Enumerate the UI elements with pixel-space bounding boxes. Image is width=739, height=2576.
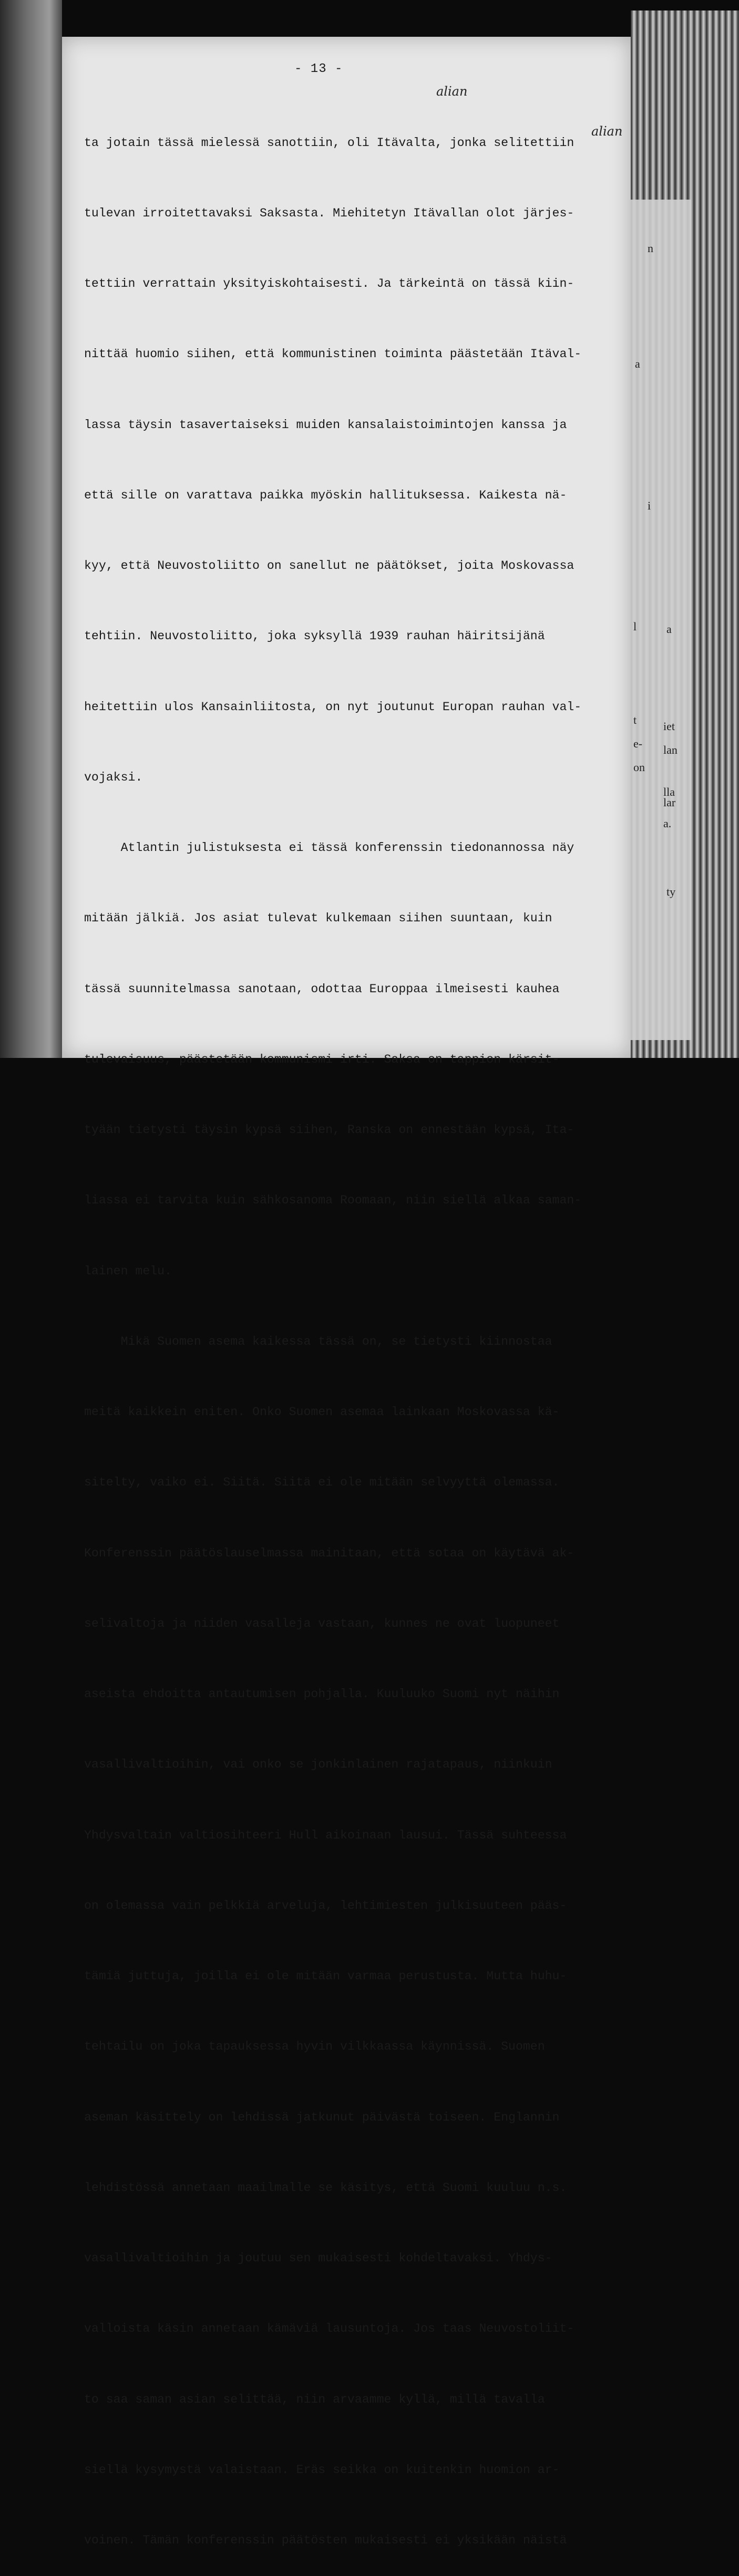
text-line: Mikä Suomen asema kaikessa tässä on, se tietysti kiinnostaa [84,1334,552,1348]
text-line: että sille on varattava paikka myöskin hallituksessa. Kaikesta nä- [84,488,567,502]
text-line: lehdistössä annetaan maailmalle se käsitys, että Suomi kuuluu n.s. [84,2180,567,2195]
text-line: Konferenssin päätöslauselmassa mainitaan, että sotaa on käytävä ak- [84,1546,574,1560]
text-line: to saa saman asian selittää, niin arvaamme kyllä, millä tavalla [84,2392,545,2406]
text-line: tettiin verrattain yksityiskohtaisesti. Ja tärkeintä on tässä kiin- [84,277,574,290]
handwritten-correction: alian [436,84,468,99]
text-line: tehtailu on joka tapauksessa hyvin vilkkaassa käynnissä. Suomen [84,2040,545,2054]
margin-fragment: iet [663,720,675,733]
text-line: sitelty, vaiko ei. Siitä. Siitä ei ole mitään selvyyttä olemassa. [84,1476,560,1490]
text-line: heitettiin ulos Kansainliitosta, on nyt joutunut Europan rauhan val- [84,700,582,714]
margin-fragment: lar [663,796,676,809]
text-line: voinen. Tämän konferenssin päätösten mukaisesti ei yksikään näistä [84,2533,567,2547]
margin-fragment: i [648,499,651,512]
handwritten-correction: alian [591,124,623,139]
text-line: ta jotain tässä mielessä sanottiin, oli Itävalta, jonka selitettiin [84,136,574,150]
text-line: tyään tietysti täysin kypsä siihen, Ranska on ennestään kypsä, Ita- [84,1123,574,1137]
text-line: tässä suunnitelmassa sanotaan, odottaa Europpaa ilmeisesti kauhea [84,982,560,996]
text-line: aseista ehdoitta antautumisen pohjalla. Kuuluuko Suomi nyt näihin [84,1687,560,1701]
text-line: kyy, että Neuvostoliitto on sanellut ne päätökset, joita Moskovassa [84,559,574,573]
text-line: vojaksi. [84,770,143,784]
text-line: aseman käsittely on lehdissä jatkunut päivästä toiseen. Englannin [84,2110,560,2124]
text-line: siellä kysymystä valaistaan. Eräs seikka on kuitenkin huomion ar- [84,2463,560,2477]
text-line: lassa täysin tasavertaiseksi muiden kansalaistoimintojen kanssa ja [84,418,567,432]
margin-fragment: a. [663,817,672,830]
text-line: nittää huomio siihen, että kommunistinen toiminta päästetään Itäval- [84,347,582,361]
typewritten-text [84,84,610,2576]
text-line: tulevan irroitettavaksi Saksasta. Miehitetyn Itävallan olot järjes- [84,206,574,220]
margin-fragment: l [633,620,637,633]
margin-fragment: on [633,761,645,774]
text-line: vasallivaltioihin, vai onko se jonkinlainen rajatapaus, niinkuin [84,1758,552,1772]
text-line: vasallivaltioihin ja joutuu sen mukaisesti kohdeltavaksi. Yhdys- [84,2251,552,2265]
margin-fragment: a [635,357,640,370]
text-line: tulevaisuus, päästetään kommunismi irti. Saksa on tappion kärsit- [84,1052,560,1066]
text-line: selivaltoja ja niiden vasalleja vastaan, kunnes ne ovat luopuneet [84,1616,560,1630]
text-line: on olemassa vain pelkkiä arveluja, lehtimiesten julkisuuteen pääs- [84,1898,567,1913]
margin-fragment: n [648,242,653,255]
text-line: liassa ei tarvita kuin sähkosanoma Roomaan, niin siellä alkaa saman- [84,1193,582,1208]
text-line: meitä kaikkein eniten. Onko Suomen asemaa lainkaan Moskovassa kä- [84,1405,560,1419]
text-line: valloista käsin annetaan kämäviä lausuntoja. Jos taas Neuvostoliit- [84,2322,574,2336]
underlying-page [628,200,691,1040]
text-line: Atlantin julistuksesta ei tässä konferenssin tiedonannossa näy [84,841,574,855]
text-line: tehtiin. Neuvostoliitto, joka syksyllä 1939 rauhan häiritsijänä [84,629,545,643]
text-line: mitään jälkiä. Jos asiat tulevat kulkemaan siihen suuntaan, kuin [84,911,552,926]
margin-fragment: a [666,622,672,636]
margin-fragment: lan [663,743,678,756]
text-line: lainen melu. [84,1264,172,1278]
page-number: - 13 - [294,62,343,76]
book-left-edge [0,0,62,1058]
text-line: Yhdysvaltain valtiosihteeri Hull aikoinaan lausui. Tässä suhteessa [84,1828,567,1842]
margin-fragment: lla [663,785,675,798]
text-line: tämiä juttuja, joilla ei ole mitään varmaa perustusta. Mutta huhu- [84,1969,567,1983]
margin-fragment: e- [633,737,643,750]
margin-fragment: t [633,713,637,726]
margin-fragment: ty [666,885,676,898]
